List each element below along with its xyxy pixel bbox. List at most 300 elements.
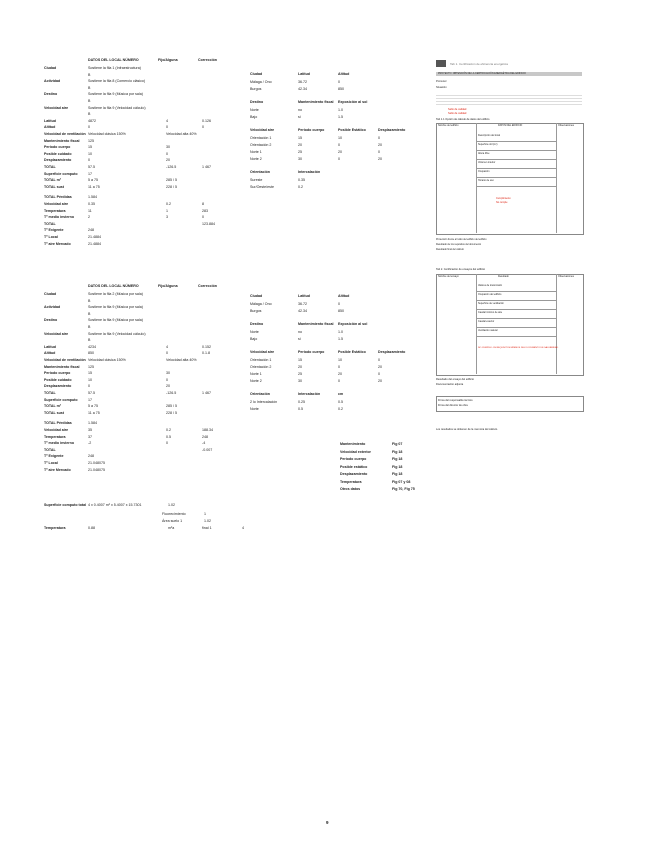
table-cell: Orientación 1 (250, 358, 272, 362)
block-row-value-1: B (88, 99, 91, 103)
table-cell: 0 (378, 358, 380, 362)
row3-label: Área suelo 1 (162, 519, 183, 523)
block-row-label: Posible cuidado (44, 377, 72, 382)
form1-note: Resultado final del cálculo (436, 248, 464, 251)
block-row-value-1: Velocidad clásica 150% (88, 358, 126, 362)
table-cell: 0.5 (298, 407, 303, 411)
block-subtotal-value-1: 1.584 (88, 421, 97, 426)
form2-footer-1: Resultado del ensayo del edificio (436, 378, 474, 381)
form2-col-a: Nombre del ensayo (438, 275, 459, 278)
block-subtotal-value-3: -0.007 (202, 447, 213, 452)
table-header-cell: Mantenimiento fiscal (298, 100, 334, 104)
block-subtotal-value-1: 21.048075 (88, 461, 105, 465)
block-row-label: Posible cuidado (44, 151, 72, 156)
form2-row-line (476, 300, 556, 301)
table-cell: Norte 2 (250, 379, 262, 383)
block-row-value-2: 30 (166, 145, 170, 150)
form1-col-b: DATOS DEL EDIFICIO (498, 124, 523, 127)
block-subtotal-value-1: 11 (88, 208, 92, 213)
table-cell: 20 (338, 150, 342, 154)
table-cell: 1.5 (338, 337, 343, 341)
block-row-value-2: 4 (166, 344, 168, 349)
table-header-cell: Periodo cuerpo (298, 350, 325, 354)
block-row-value-3: 0 (202, 125, 204, 130)
block-row-label: Periodo cuerpo (44, 145, 71, 150)
block-subtotal-value-3: 123.884 (202, 221, 215, 226)
reference-label: Temperatura (340, 479, 362, 484)
table-cell: 0 (338, 379, 340, 383)
form1-subheading: Tab 1.1 Opción de cálculo de datos del edificio (436, 118, 490, 121)
block-row-label: Velocidad aire (44, 105, 69, 110)
block-row-value-1: 57.5 (88, 165, 95, 169)
block-row-value-1: Sostiene la fila 2 (Música por sala) (88, 292, 143, 296)
block-row-label: Latitud (44, 344, 56, 349)
block-subtotal-label: TOTAL Pérdidas (44, 195, 72, 200)
form1-row-line (476, 159, 556, 160)
form1-label-situacion: Situación (436, 86, 447, 89)
table-header-cell: Ciudad (250, 72, 263, 76)
form2-col-b: Resultado (498, 275, 509, 278)
table-header-cell: Orientación (250, 170, 270, 174)
form1-row-line (476, 150, 556, 151)
block-row-value-1: Sostiene la fila 9 (Música por sala) (88, 318, 143, 323)
form1-heading: Tab 1. Certificación de eficiencia energética (450, 62, 508, 66)
block-subtotal-value-1: 21.048075 (88, 467, 105, 472)
reference-table-2 (250, 294, 420, 434)
block-subtotal-label: Velocidad aire (44, 428, 69, 432)
block-subtotal-label: Temperatura (44, 208, 66, 213)
form1-row-line (476, 168, 556, 169)
block-row-value-2: 0 (166, 377, 168, 382)
reference-figure: Fig 07 y 08 (392, 479, 411, 484)
form2-divider (556, 274, 557, 374)
table-cell: 42.34 (298, 87, 307, 91)
table-cell: 0.35 (298, 178, 305, 182)
form2-item: Caudal mínimo de aire (478, 311, 503, 314)
block-row-label: Ciudad (44, 292, 57, 296)
row2-label: Fluorecimiento (162, 512, 186, 516)
block-row-label: TOTAL sust (44, 410, 64, 415)
block-subtotal-value-3: 0 (202, 215, 204, 220)
block-subtotal-label: Tº medio invierno (44, 215, 75, 220)
block-row-value-2: 20 (166, 158, 170, 163)
block-row-value-1: 57.5 (88, 391, 95, 395)
block-row-value-2: -126.5 (166, 391, 177, 395)
table-cell: Bajo (250, 115, 258, 119)
reference-label: Mantenimiento (340, 442, 366, 446)
block-row-value-1: Sostiene la fila 9 (Velocidad cálculo) (88, 331, 146, 336)
figure-references (340, 442, 430, 497)
block-subtotal-label: Tª aire Mercado (44, 467, 71, 472)
temperature-unit: m²a (168, 526, 175, 530)
block-subtotal-value-3: 188.34 (202, 428, 213, 432)
block-row-label: Actividad (44, 305, 61, 310)
form1-red-note-b: Sello de calidad (448, 112, 467, 115)
table-header-cell: Mantenimiento fiscal (298, 322, 334, 326)
table-cell: 0 (378, 150, 380, 154)
block-subtotal-label: TOTAL (44, 221, 56, 226)
table-cell: 10 (338, 358, 342, 362)
block-row-label: Periodo cuerpo (44, 371, 71, 376)
block-subtotal-value-1: 1.584 (88, 195, 97, 200)
form1-row-line (476, 141, 556, 142)
form2-footer-2: Documentación adjunta (436, 383, 464, 386)
form1-note: Protección frente al ruido del edificio del edificio (436, 238, 487, 241)
table-header-cell: Exposición al sol (338, 100, 368, 104)
surface-calculation (44, 503, 264, 533)
reference-table-1 (250, 72, 420, 212)
row2-value: 1 (204, 512, 206, 516)
block1-header-title: DATOS DEL LOCAL NÚMERO (88, 58, 139, 62)
table-header-cell: Altitud (338, 294, 350, 298)
surface-value: 1.02 (168, 503, 175, 507)
reference-label: Desplazamiento (340, 472, 368, 476)
form1-item: Altura libre (478, 152, 490, 155)
block-row-value-1: Sostiene la fila 9 (Música por sala) (88, 305, 143, 310)
block-subtotal-label: Temperatura (44, 434, 66, 439)
table-cell: si (298, 115, 301, 119)
table-cell: Norte (250, 407, 259, 411)
form2-row-line (476, 291, 556, 292)
block-row-value-1: 11 a 75 (88, 410, 100, 415)
table-cell: 20 (338, 372, 342, 376)
block-row-label: Actividad (44, 79, 61, 84)
table-cell: 10 (338, 136, 342, 140)
block-row-value-1: B (88, 85, 91, 90)
block-row-value-1: B (88, 338, 91, 343)
table-header-cell: Destino (250, 322, 264, 326)
block-row-value-1: Sostiene la fila 9 (Velocidad cálculo) (88, 105, 146, 110)
table-cell: 25 (298, 372, 302, 376)
block-row-label: Altitud (44, 351, 56, 356)
block-row-label: Velocidad de ventilación (44, 132, 86, 136)
block-row-value-2: 4 (166, 118, 168, 123)
block-row-value-1: 10 (88, 377, 92, 382)
form2-item: Ventilación natural (478, 329, 498, 332)
table-cell: 0 (378, 136, 380, 140)
table-header-cell: Desplazamiento (378, 350, 406, 354)
form2-row-line (476, 336, 556, 337)
block-row-label: Latitud (44, 118, 56, 123)
form2-item: Superficie de ventilación (478, 302, 504, 305)
temperature-final: final 1 (202, 526, 212, 530)
table-cell: 20 (298, 143, 302, 147)
form1-text-lines (436, 94, 582, 106)
block2-header-col2: Fijo/Alguna (158, 284, 178, 288)
block-subtotal-label: Tª Local (44, 235, 58, 239)
data-block-1 (44, 58, 264, 258)
block-subtotal-value-2: 0 (166, 441, 168, 446)
form1-row-line (476, 177, 556, 178)
block-row-value-3: 0.1.8 (202, 351, 210, 356)
form2-sign-1: Firma del responsable técnico (438, 399, 473, 402)
table-header-cell: Velocidad aire (250, 128, 275, 132)
form2-sign-2: Firma del director de obra (438, 404, 468, 407)
table-cell: Norte 1 (250, 372, 262, 376)
table-cell: Burgos (250, 87, 262, 91)
block-row-value-1: 4234 (88, 344, 96, 349)
table-cell: Bajo (250, 337, 258, 341)
table-cell: Burgos (250, 309, 262, 313)
block-row-label: Velocidad de ventilación (44, 358, 86, 362)
block-row-label: Mantenimiento fiscal (44, 138, 80, 143)
block-subtotal-value-1: 21.4884 (88, 241, 101, 246)
block-row-label: Velocidad aire (44, 331, 69, 336)
reference-label: Otros datos (340, 487, 361, 491)
form1-item: Ocupación (478, 170, 490, 173)
table-header-cell: Velocidad aire (250, 350, 275, 354)
table-cell: 25 (298, 150, 302, 154)
table-header-cell: Intercalación (298, 170, 321, 174)
block-subtotal-value-3: 8 (202, 202, 204, 206)
block2-header-col3: Corrección (198, 284, 217, 288)
table-header-cell: Ciudad (250, 294, 263, 298)
block-row-value-1: B (88, 298, 91, 303)
reference-figure: Fig 18 (392, 472, 403, 476)
certification-form-2 (436, 268, 586, 438)
block-row-label: Desplazamiento (44, 384, 72, 389)
block-row-label: Desplazamiento (44, 158, 72, 163)
table-cell: Norte (250, 330, 259, 334)
block-subtotal-value-2: 3 (166, 215, 168, 220)
table-header-cell: Periodo cuerpo (298, 128, 325, 132)
form1-row-line (476, 186, 556, 187)
table-cell: 1.5 (338, 115, 343, 119)
table-header-cell: Latitud (298, 72, 310, 76)
table-cell: Norte 2 (250, 157, 262, 161)
form2-row-line (476, 309, 556, 310)
block-row-value-2: 285 / 5 (166, 178, 177, 183)
block-row-value-2: 20 (166, 384, 170, 389)
block-subtotal-value-1: 248 (88, 228, 94, 233)
row3-value: 1.02 (204, 519, 211, 523)
block-row-value-1: Sostiene la fila 1 (Infraestructura) (88, 66, 141, 70)
table-cell: 36.72 (298, 80, 307, 84)
temperature-extra: 4 (242, 526, 244, 530)
form1-col-c: Observaciones (558, 124, 574, 127)
table-cell: Málaga / Ono (250, 302, 272, 306)
table-header-cell: Posible Estático (338, 350, 366, 354)
block-row-value-2: 0 (166, 151, 168, 156)
form2-heading: Tab 2. Certificación de ensayos del edificio (436, 268, 486, 271)
table-cell: 30 (298, 379, 302, 383)
table-header-cell: Desplazamiento (378, 128, 406, 132)
block-subtotal-label: Velocidad aire (44, 202, 69, 206)
table-header-cell: Posible Estático (338, 128, 366, 132)
block-subtotal-value-1: 0.35 (88, 202, 95, 206)
table-cell: 42.34 (298, 309, 307, 313)
block-row-value-2: 285 / 5 (166, 404, 177, 409)
table-cell: 0 (378, 372, 380, 376)
reference-figure: Fig 18 (392, 449, 403, 454)
block-subtotal-label: Tª aire Mercado (44, 241, 71, 246)
form2-col-c: Observaciones (558, 275, 574, 278)
table-cell: 0 (338, 143, 340, 147)
form-logo (436, 60, 446, 67)
table-cell: 20 (298, 365, 302, 369)
form1-item: Horario de uso (478, 179, 494, 182)
table-header-cell: Altitud (338, 72, 350, 76)
block1-header-col2: Fijo/Alguna (158, 58, 178, 62)
block-subtotal-label: Tª Exigente (44, 228, 64, 233)
form1-title: PROYECTO: OBTENCIÓN DE LA CERTIFICACIÓN ENERGÉTICA DEL EDIFICIO (438, 72, 526, 75)
table-header-cell: cm (338, 392, 344, 396)
surface-formula: 4 x 0.4007 m² x 5.4007 x 15.7301 (88, 503, 142, 507)
block-row-label: Superficie computo (44, 397, 78, 402)
form1-item: Volumen interior (478, 161, 496, 164)
block-subtotal-value-1: 21.4884 (88, 235, 101, 239)
block-row-value-1: B (88, 112, 91, 117)
block-row-value-1: Sostiene la fila 8 (Comercio clásico) (88, 79, 146, 84)
block-subtotal-value-1: 2 (88, 215, 90, 220)
block-row-value-1: 15 (88, 145, 92, 150)
form2-divider (476, 274, 477, 374)
table-header-cell: Destino (250, 100, 264, 104)
block-row-value-1: 5 a 75 (88, 178, 98, 183)
block-subtotal-value-1: 37 (88, 434, 92, 439)
form1-item: Descripción del local (478, 134, 500, 137)
reference-figure: Fig 07 (392, 442, 403, 446)
table-cell: 2 lo Intercalación (250, 400, 278, 404)
block-subtotal-value-3: -4 (202, 441, 206, 446)
block-row-value-1: 0 (88, 125, 90, 130)
block-row-value-3: 0.152 (202, 344, 211, 349)
block-subtotal-value-2: 0.2 (166, 428, 171, 432)
block-subtotal-value-2: 1 (166, 208, 168, 213)
block-subtotal-value-1: -2 (88, 441, 92, 446)
block-row-value-1: 17 (88, 171, 92, 176)
table-cell: 0 (338, 157, 340, 161)
table-cell: 0.2 (338, 407, 343, 411)
surface-label: Superficie computo total (44, 503, 87, 507)
table-header-cell: Intercalación (298, 392, 321, 396)
table-cell: no (298, 108, 302, 112)
block-subtotal-label: TOTAL (44, 447, 56, 452)
block-row-value-2: 0 (166, 351, 168, 356)
form1-red-note-a: Sello de calidad (448, 108, 467, 111)
block-row-value-3: 1 467 (202, 391, 211, 395)
block-row-value-1: B (88, 72, 91, 77)
block-row-value-1: 5 a 75 (88, 404, 98, 409)
block-row-value-1: 10 (88, 151, 92, 156)
block-row-label: TOTAL m² (44, 404, 61, 409)
block-row-value-2: -126.5 (166, 165, 177, 169)
table-cell: 20 (378, 143, 382, 147)
form1-table (436, 123, 584, 235)
block-row-value-1: 125 (88, 364, 94, 369)
block-row-value-1: 15 (88, 371, 92, 376)
table-cell: 15 (298, 136, 302, 140)
table-cell: 1.0 (338, 330, 343, 334)
block-subtotal-value-2: 0.2 (166, 202, 171, 206)
block-row-value-1: 125 (88, 138, 94, 143)
block-row-value-2: 228 / 5 (166, 184, 177, 189)
form2-item: Valores de transmisión (478, 284, 503, 287)
block-row-value-1: B (88, 325, 91, 329)
form1-divider (476, 123, 477, 233)
table-cell: 0.5 (338, 400, 343, 404)
table-cell: 15 (298, 358, 302, 362)
block-row-value-2: 30 (166, 371, 170, 376)
block-row-label: Mantenimiento fiscal (44, 364, 80, 369)
reference-label: Velocidad exterior (340, 449, 371, 454)
form1-item: Superficie útil (m²) (478, 143, 498, 146)
block-row-value-1: Velocidad clásica 150% (88, 132, 126, 136)
table-cell: Norte (250, 108, 259, 112)
form2-item: Ocupación del edificio (478, 293, 502, 296)
block-subtotal-value-2: 0.5 (166, 434, 171, 439)
block-subtotal-label: TOTAL Pérdidas (44, 421, 72, 426)
block-row-value-1: 0 (88, 158, 90, 163)
table-cell: Orientación 2 (250, 143, 272, 147)
block-row-value-3: 0.126 (202, 118, 211, 123)
table-cell: no (298, 330, 302, 334)
table-cell: Orientación 1 (250, 136, 272, 140)
block-row-value-1: 850 (88, 351, 94, 356)
reference-label: Posible estático (340, 464, 368, 469)
block-subtotal-label: Tª Exigente (44, 454, 64, 459)
block-subtotal-label: Tª Local (44, 461, 58, 465)
table-cell: 0.25 (298, 400, 305, 404)
form1-divider (556, 123, 557, 233)
page-number: 9 (326, 820, 329, 825)
form2-red-note: NO CUMPLE LOS REQUISITOS MÍNIMOS DEL DOCUMENTO DE SALUBRIDAD (478, 347, 559, 349)
block-row-value-3: 1 467 (202, 165, 211, 169)
form2-item: Caudal exterior (478, 320, 495, 323)
block-row-label: Altitud (44, 125, 56, 130)
form1-red-note: Cumplimiento (496, 197, 511, 200)
form1-note: Resultado de los requisitos del documento (436, 243, 482, 246)
block-row-value-1: 0 (88, 384, 90, 389)
form1-label-promotor: Promotor (436, 80, 447, 83)
block-row-label: Destino (44, 318, 58, 323)
temperature-value: 0.88 (88, 526, 95, 530)
block-subtotal-value-1: 35 (88, 428, 92, 432)
block-row-label: Ciudad (44, 66, 57, 70)
table-cell: 20 (378, 379, 382, 383)
table-cell: Sur/Oeste/este (250, 185, 274, 189)
table-cell: 0 (338, 80, 340, 84)
block-row-label: TOTAL (44, 165, 56, 169)
form1-col-a: Nombre del edificio (438, 124, 459, 127)
block-row-value-1: Sostiene la fila 9 (Música por sala) (88, 92, 143, 97)
form2-row-line (476, 318, 556, 319)
table-header-cell: Orientación (250, 392, 270, 396)
table-cell: 850 (338, 87, 344, 91)
table-cell: 36.72 (298, 302, 307, 306)
data-block-2 (44, 284, 264, 484)
block-row-label: Destino (44, 92, 58, 97)
reference-label: Periodo cuerpo (340, 457, 367, 461)
table-cell: Orientación 2 (250, 365, 272, 369)
block-row-value-2: Velocidad alta 40% (166, 132, 197, 136)
table-header-cell: Latitud (298, 294, 310, 298)
reference-figure: Fig 18 (392, 464, 403, 469)
table-cell: Sureste (250, 178, 263, 182)
block-subtotal-value-3: 248 (202, 434, 208, 439)
temperature-label: Temperatura (44, 526, 66, 530)
reference-figure: Fig 70, Fig 75 (392, 487, 415, 491)
block-row-label: TOTAL m² (44, 178, 61, 183)
table-cell: 20 (378, 365, 382, 369)
block-subtotal-value-3: 283 (202, 208, 208, 213)
block-row-label: Superficie computo (44, 171, 78, 176)
table-cell: si (298, 337, 301, 341)
certification-form-1 (436, 60, 586, 260)
block-row-label: TOTAL (44, 391, 56, 395)
block-row-value-1: B (88, 311, 91, 316)
form2-row-line (476, 327, 556, 328)
